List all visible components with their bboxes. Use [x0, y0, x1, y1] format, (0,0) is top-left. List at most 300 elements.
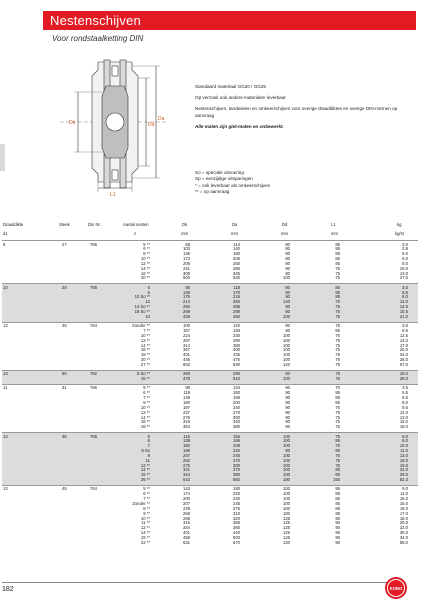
cell-kg: 9.5	[402, 404, 408, 410]
cell-dk: 173	[183, 256, 190, 262]
cell-nesten: 5 **	[143, 385, 150, 391]
cell-nesten: 16 **	[140, 419, 150, 425]
cell-dk: 401	[183, 530, 190, 536]
cell-l1: 75	[335, 332, 340, 338]
cell-da: 270	[233, 457, 240, 463]
cell-kg: 11.0	[400, 491, 408, 497]
cell-dk: 308	[183, 270, 190, 276]
cell-dk: 458	[183, 534, 190, 540]
table-body	[2, 241, 418, 548]
cell-dk: 631	[183, 539, 190, 545]
cell-l1: 75	[335, 323, 340, 329]
cell-da: 450	[233, 313, 240, 319]
cell-da: 220	[233, 491, 240, 497]
cell-dd: 100	[283, 313, 290, 319]
cell-draaddikte: 13	[3, 433, 8, 439]
cell-nesten: 16 So **	[134, 308, 150, 314]
cell-da: 290	[233, 371, 240, 377]
cell-nesten: 6 **	[143, 390, 150, 396]
cell-dd: 80	[285, 448, 290, 454]
cell-nesten: 6	[147, 289, 150, 295]
cell-da: 670	[233, 539, 240, 545]
cell-nesten: 12 **	[140, 462, 150, 468]
cell-l1: 75	[335, 304, 340, 310]
cell-dk: 275	[183, 462, 190, 468]
cell-dk: 269	[183, 308, 190, 314]
cell-nesten: 16 **	[140, 270, 150, 276]
cell-da: 380	[233, 525, 240, 531]
cell-l1: 75	[335, 376, 340, 382]
cell-l1: 75	[335, 313, 340, 319]
cell-dk: 478	[183, 376, 190, 382]
cell-nesten: 5	[147, 433, 150, 439]
cell-din: 766	[90, 284, 97, 290]
cell-l1: 75	[335, 414, 340, 420]
cell-nesten: 7 **	[143, 328, 150, 333]
col-unit-kg: kg/st	[395, 231, 404, 236]
cell-dk: 252	[183, 457, 190, 463]
cell-dd: 100	[283, 510, 290, 516]
cell-dk: 136	[183, 251, 190, 257]
cell-da: 220	[233, 448, 240, 454]
cell-da: 240	[233, 404, 240, 410]
cell-da: 168	[233, 395, 240, 401]
col-unit-l1: mm	[331, 231, 338, 236]
cell-nesten: 8 **	[143, 399, 150, 405]
cell-da: 300	[233, 414, 240, 420]
cell-dd: 100	[283, 376, 290, 382]
cell-da: 245	[233, 501, 240, 506]
cell-dd: 80	[285, 251, 290, 257]
cell-l1: 85	[335, 251, 340, 257]
cell-nesten: 9	[147, 452, 150, 458]
cell-dd: 100	[283, 462, 290, 468]
cell-nesten: 12 **	[140, 260, 150, 266]
cell-dk: 138	[183, 395, 190, 401]
cell-nesten: 12	[145, 299, 150, 305]
cell-dd: 80	[285, 328, 290, 333]
col-unit-da: mm	[231, 231, 238, 236]
cell-dd: 90	[285, 390, 290, 396]
cell-dk: 224	[183, 332, 190, 338]
kobo-logo	[385, 577, 407, 599]
cell-l1: 75	[335, 443, 340, 449]
cell-dd: 100	[283, 352, 290, 358]
cell-da: 320	[233, 515, 240, 521]
cell-l1: 85	[335, 496, 340, 502]
page-title: Nestenschijven	[50, 13, 141, 28]
cell-dd: 80	[285, 256, 290, 262]
cell-da: 208	[233, 443, 240, 449]
cell-da: 298	[233, 308, 240, 314]
cell-kg: 8.0	[402, 294, 408, 300]
cell-kg: 16.0	[399, 371, 408, 377]
cell-nesten: 14 **	[140, 414, 150, 420]
dk-label: Dk	[69, 120, 76, 126]
cell-da: 540	[233, 275, 240, 281]
cell-da: 245	[233, 452, 240, 458]
cell-l1: 80	[335, 472, 340, 478]
cell-dk: 206	[183, 260, 190, 266]
cell-nesten: 8 **	[143, 505, 150, 511]
cell-nesten: 15 **	[140, 376, 150, 382]
cell-da: 250	[233, 260, 240, 266]
cell-kg: 14.0	[399, 299, 408, 305]
cell-nesten: 27 **	[140, 361, 150, 367]
cell-nesten: 22 **	[140, 539, 150, 545]
cell-l1: 80	[335, 448, 340, 454]
cell-kg: 13.0	[399, 452, 408, 458]
cell-dd: 100	[283, 342, 290, 348]
cell-l1: 85	[335, 395, 340, 401]
cell-dd: 140	[283, 299, 290, 305]
dimensions-table	[2, 218, 418, 548]
cell-kg: 9.0	[402, 486, 408, 492]
cell-kg: 57.0	[399, 361, 408, 367]
cell-l1: 70	[335, 385, 340, 391]
cell-dk: 258	[183, 510, 190, 516]
cell-da: 300	[233, 462, 240, 468]
cell-dk: 321	[183, 467, 190, 473]
cell-da: 118	[233, 284, 240, 290]
table-row	[2, 315, 418, 320]
cell-din: 764	[90, 323, 97, 329]
cell-draaddikte: 13	[3, 486, 8, 492]
col-header-nesten: Aantal nesten	[123, 222, 149, 227]
cell-nesten: 14 **	[140, 530, 150, 536]
cell-l1: 75	[335, 270, 340, 276]
cell-l1: 75	[335, 265, 340, 271]
cell-dk: 316	[183, 419, 190, 425]
cell-da: 120	[233, 323, 240, 329]
cell-kg: 10.0	[399, 265, 408, 271]
cell-da: 134	[233, 385, 240, 391]
table-row	[2, 377, 418, 382]
cell-da: 510	[233, 376, 240, 382]
page-subtitle: Voor rondstaalketting DIN	[52, 34, 144, 43]
cell-kg: 24.0	[399, 352, 408, 358]
cell-steek: 31	[62, 385, 67, 391]
cell-dk: 146	[183, 289, 190, 295]
cell-nesten: 10 **	[140, 332, 150, 338]
legend-block	[195, 170, 270, 196]
cell-kg: 24.0	[399, 467, 408, 473]
cell-nesten: 14 **	[140, 265, 150, 271]
cell-dd: 125	[283, 534, 290, 540]
cell-nesten: Zonder **	[132, 501, 150, 506]
cell-l1: 85	[335, 294, 340, 300]
cell-nesten: 5 **	[143, 486, 150, 492]
cell-l1: 85	[335, 256, 340, 262]
cell-l1: 75	[335, 357, 340, 363]
cell-dd: 90	[285, 409, 290, 415]
table-group	[2, 322, 418, 370]
cell-dd: 100	[283, 357, 290, 363]
cell-l1: 90	[335, 539, 340, 545]
cell-l1: 75	[335, 433, 340, 439]
cell-kg: 30.0	[399, 530, 408, 536]
cell-dd: 100	[283, 486, 290, 492]
cell-da: 286	[233, 304, 240, 310]
cell-l1: 85	[335, 390, 340, 396]
cell-dk: 99	[185, 385, 190, 391]
cell-nesten: 5 **	[143, 241, 150, 247]
cell-da: 435	[233, 352, 240, 358]
cell-l1: 85	[335, 501, 340, 506]
spec-cast-note: Alle maten zijn giet-maten en onbewerkt.	[195, 123, 284, 129]
cell-steek: 27	[62, 241, 67, 247]
table-group	[2, 384, 418, 432]
cell-kg: 13.0	[399, 337, 408, 343]
legend-item: Sp = eenzijdige uitsparingen	[195, 176, 253, 182]
cell-dd: 125	[283, 530, 290, 536]
cell-dd: 80	[285, 289, 290, 295]
cell-da: 230	[233, 332, 240, 338]
cell-kg: 26.0	[399, 472, 408, 478]
cell-dd: 90	[285, 385, 290, 391]
cell-dd: 100	[283, 457, 290, 463]
cell-dk: 68	[185, 241, 190, 247]
cell-dd: 180	[283, 477, 290, 483]
cell-kg: 19.0	[399, 424, 408, 430]
spec-text-block	[195, 84, 405, 135]
cell-l1: 85	[335, 438, 340, 444]
table-group	[2, 485, 418, 548]
col-header-steek: Steek	[59, 222, 70, 227]
cell-dd: 100	[283, 496, 290, 502]
cell-kg: 5.0	[402, 433, 408, 439]
cell-da: 286	[233, 265, 240, 271]
cell-kg: 8.0	[402, 260, 408, 266]
cell-da: 380	[233, 342, 240, 348]
cell-dd: 100	[283, 433, 290, 439]
cell-kg: 10.0	[399, 443, 408, 449]
spec-material: Standaard materiaal GG20 / GG25	[195, 84, 266, 89]
table-row	[2, 276, 418, 281]
cell-kg: 6.5	[402, 328, 408, 333]
cell-kg: 15.0	[399, 457, 408, 463]
cell-kg: 8.0	[402, 438, 408, 444]
cell-draaddikte: 10	[3, 284, 8, 290]
cell-nesten: 8 **	[143, 251, 150, 257]
cell-l1: 75	[335, 452, 340, 458]
cell-l1: 90	[335, 525, 340, 531]
l1-label: L1	[110, 192, 116, 198]
cell-da: 345	[233, 270, 240, 276]
cell-l1: 75	[335, 347, 340, 353]
cell-da: 215	[233, 294, 240, 300]
cell-kg: 16.0	[399, 505, 408, 511]
cell-dk: 344	[183, 472, 190, 478]
cell-dk: 207	[183, 501, 190, 506]
table-row	[2, 478, 418, 483]
cell-nesten: 14 **	[140, 342, 150, 348]
legend-item: * = ook leverbaar als omkeerschijven	[195, 182, 271, 188]
cell-dk: 80	[185, 284, 190, 290]
cell-dd: 80	[285, 260, 290, 266]
cell-kg: 15.0	[399, 501, 408, 506]
cell-kg: 3.0	[402, 241, 408, 247]
cell-da: 170	[233, 289, 240, 295]
cell-dk: 250	[183, 304, 190, 310]
cell-l1: 75	[335, 342, 340, 348]
cell-l1: 85	[335, 284, 340, 290]
table-group	[2, 432, 418, 485]
cell-dd: 100	[283, 347, 290, 353]
cell-dk: 143	[183, 486, 190, 492]
cell-din: 766	[90, 433, 97, 439]
cell-da: 250	[233, 299, 240, 305]
cell-dk: 288	[183, 515, 190, 521]
cell-da: 370	[233, 467, 240, 473]
cell-dd: 100	[283, 501, 290, 506]
cell-dk: 401	[183, 352, 190, 358]
cell-dk: 276	[183, 414, 190, 420]
cell-nesten: 6	[147, 438, 150, 444]
cell-da: 275	[233, 505, 240, 511]
cell-nesten: 7 **	[143, 496, 150, 502]
cell-l1: 75	[335, 424, 340, 430]
cell-kg: 5.5	[402, 390, 408, 396]
cell-l1: 75	[335, 275, 340, 281]
cell-kg: 8.0	[402, 399, 408, 405]
cell-da: 114	[233, 241, 240, 247]
cell-l1: 75	[335, 308, 340, 314]
cell-dk: 160	[183, 399, 190, 405]
cell-l1: 75	[335, 352, 340, 358]
cell-da: 340	[233, 419, 240, 425]
cell-kg: 15.0	[399, 496, 408, 502]
cell-nesten: 7 **	[143, 395, 150, 401]
cell-kg: 17.0	[399, 510, 408, 516]
cell-nesten: 15 **	[140, 534, 150, 540]
cell-l1: 75	[335, 371, 340, 377]
cell-dk: 207	[183, 452, 190, 458]
cell-kg: 11.0	[400, 448, 408, 454]
cell-draaddikte: 9	[3, 241, 6, 247]
cell-da: 270	[233, 409, 240, 415]
cell-dd: 80	[285, 284, 290, 290]
cell-kg: 12.5	[399, 332, 408, 338]
cell-l1: 85	[335, 241, 340, 247]
legend-item: ** = op aanvraag	[195, 189, 230, 195]
col-unit-dk: mm	[181, 231, 188, 236]
cell-dk: 344	[183, 525, 190, 531]
cell-l1: 90	[335, 515, 340, 521]
cell-kg: 21.0	[399, 313, 408, 319]
cell-l1: 85	[335, 486, 340, 492]
cell-l1: 90	[335, 534, 340, 540]
cell-nesten: 16 **	[140, 347, 150, 353]
cell-dk: 157	[183, 328, 190, 333]
cell-dd: 80	[285, 270, 290, 276]
cell-l1: 85	[335, 328, 340, 333]
cell-nesten: 10 **	[140, 256, 150, 262]
cell-da: 180	[233, 251, 240, 257]
cell-steek: 35	[62, 323, 67, 329]
cell-nesten: 9 **	[143, 510, 150, 516]
cell-nesten: 11 **	[141, 520, 150, 526]
col-unit-dd: mm	[281, 231, 288, 236]
cell-l1: 90	[335, 530, 340, 536]
table-row	[2, 541, 418, 546]
cell-dd: 90	[285, 294, 290, 300]
cell-l1: 85	[335, 505, 340, 511]
table-group	[2, 241, 418, 283]
cell-kg: 18.0	[399, 515, 408, 521]
cell-nesten: 14 **	[140, 467, 150, 473]
cell-steek: 45	[62, 486, 67, 492]
cell-da: 150	[233, 390, 240, 396]
chain-wheel-drawing	[58, 56, 186, 198]
cell-nesten: Zonder **	[132, 323, 150, 329]
cell-dk: 241	[183, 265, 190, 271]
cell-da: 475	[233, 357, 240, 363]
cell-kg: 28.0	[399, 357, 408, 363]
cell-nesten: 10 **	[140, 404, 150, 410]
cell-l1: 85	[335, 246, 340, 252]
cell-l1: 80	[335, 467, 340, 473]
cell-dd: 100	[283, 332, 290, 338]
cell-dk: 119	[183, 390, 190, 396]
page-number: 182	[2, 586, 14, 593]
cell-da: 205	[233, 256, 240, 262]
cell-dd: 90	[285, 424, 290, 430]
cell-kg: 13.0	[399, 270, 408, 276]
dd-label: Dd	[148, 122, 155, 128]
cell-nesten: 10 **	[140, 515, 150, 521]
cell-l1: 90	[335, 520, 340, 526]
cell-draaddikte: 11	[3, 385, 8, 391]
cell-da: 155	[233, 433, 240, 439]
cell-dd: 100	[283, 337, 290, 343]
cell-dd: 80	[285, 323, 290, 329]
cell-l1: 85	[335, 260, 340, 266]
cell-da: 500	[233, 534, 240, 540]
cell-kg: 19.0	[399, 462, 408, 468]
cell-dk: 176	[183, 294, 190, 300]
cell-da: 240	[233, 496, 240, 502]
cell-dd: 100	[283, 452, 290, 458]
col-header-din: Din Nr.	[88, 222, 101, 227]
cell-dk: 237	[183, 409, 190, 415]
cell-kg: 82.3	[399, 477, 408, 483]
cell-nesten: 11	[145, 457, 150, 463]
cell-dd: 90	[285, 399, 290, 405]
cell-nesten: 20 **	[140, 275, 150, 281]
cell-kg: 6.0	[402, 256, 408, 262]
cell-kg: 14.5	[399, 304, 408, 310]
cell-da: 180	[233, 486, 240, 492]
cell-nesten: 5	[147, 284, 150, 290]
cell-kg: 27.0	[399, 275, 408, 281]
cell-dd: 90	[285, 414, 290, 420]
cell-da: 356	[233, 520, 240, 526]
cell-dd: 100	[283, 505, 290, 511]
cell-l1: 75	[335, 361, 340, 367]
cell-dd: 90	[285, 419, 290, 425]
cell-dd: 120	[283, 361, 290, 367]
cell-kg: 15.5	[399, 308, 408, 314]
cell-l1: 85	[335, 399, 340, 405]
cell-nesten: 12 **	[140, 337, 150, 343]
cell-da: 193	[233, 328, 240, 333]
cell-l1: 85	[335, 491, 340, 497]
cell-draaddikte: 13	[3, 371, 8, 377]
cell-l1: 75	[335, 457, 340, 463]
cell-nesten: 20 **	[140, 357, 150, 363]
cell-dd: 90	[285, 404, 290, 410]
